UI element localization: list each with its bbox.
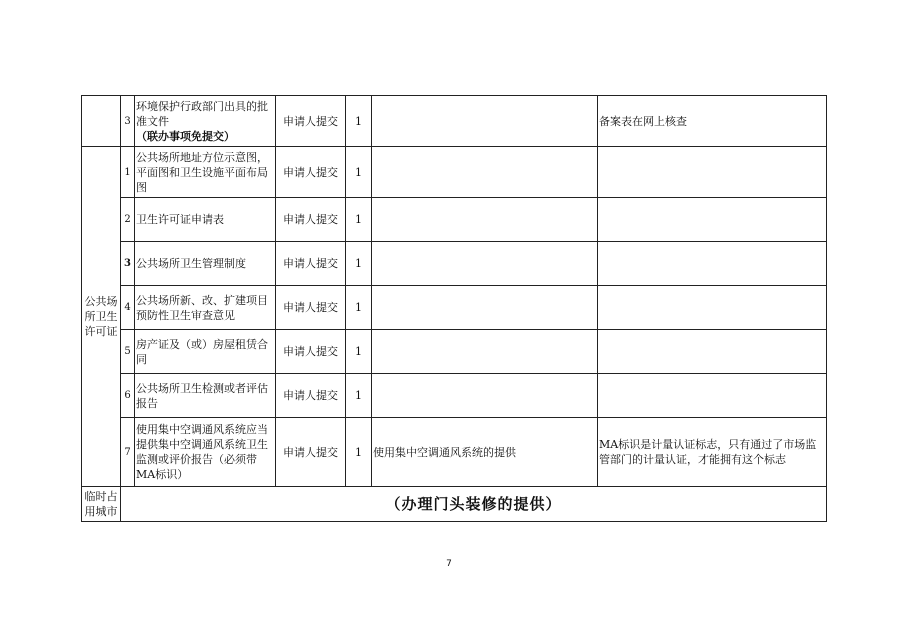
remark-cell (598, 374, 827, 418)
category-cell: 公共场所卫生许可证 (82, 147, 121, 487)
material-name: 公共场所卫生检测或者评估报告 (135, 374, 276, 418)
requirement-cell (372, 147, 598, 198)
copy-count: 1 (346, 96, 372, 147)
remark-cell: MA标识是计量认证标志，只有通过了市场监管部门的计量认证，才能拥有这个标志 (598, 418, 827, 487)
material-name: 环境保护行政部门出具的批准文件 (136, 99, 268, 128)
item-number: 7 (121, 418, 135, 487)
table-row (82, 487, 827, 522)
category-cell-empty (82, 96, 121, 147)
requirement-cell (372, 330, 598, 374)
table-row (82, 198, 827, 242)
table-row (82, 147, 827, 198)
table-row (82, 374, 827, 418)
remark-cell (598, 198, 827, 242)
submit-type: 申请人提交 (276, 147, 346, 198)
table-row (82, 96, 827, 147)
copy-count: 1 (346, 147, 372, 198)
item-number: 1 (121, 147, 135, 198)
requirement-cell (372, 96, 598, 147)
requirement-cell (372, 286, 598, 330)
submit-type: 申请人提交 (276, 242, 346, 286)
submit-type: 申请人提交 (276, 330, 346, 374)
remark-cell: 备案表在网上核查 (598, 96, 827, 147)
item-number: 4 (121, 286, 135, 330)
category-cell: 临时占用城市 (82, 487, 121, 522)
material-note: （联办事项免提交） (136, 129, 235, 143)
item-number: 3 (121, 242, 135, 286)
requirement-cell: 使用集中空调通风系统的提供 (372, 418, 598, 487)
page-number: 7 (446, 559, 452, 569)
copy-count: 1 (346, 418, 372, 487)
submit-type: 申请人提交 (276, 96, 346, 147)
submit-type: 申请人提交 (276, 418, 346, 487)
item-number: 6 (121, 374, 135, 418)
requirement-cell (372, 374, 598, 418)
remark-cell (598, 147, 827, 198)
submit-type: 申请人提交 (276, 286, 346, 330)
section-banner: （办理门头装修的提供） (121, 487, 827, 522)
copy-count: 1 (346, 286, 372, 330)
copy-count: 1 (346, 198, 372, 242)
copy-count: 1 (346, 242, 372, 286)
material-name: 公共场所卫生管理制度 (135, 242, 276, 286)
copy-count: 1 (346, 374, 372, 418)
table-row (82, 286, 827, 330)
remark-cell (598, 330, 827, 374)
item-number: 2 (121, 198, 135, 242)
submit-type: 申请人提交 (276, 374, 346, 418)
material-name: 使用集中空调通风系统应当提供集中空调通风系统卫生监测或评价报告（必须带MA标识） (135, 418, 276, 487)
table-row (82, 242, 827, 286)
requirement-cell (372, 198, 598, 242)
copy-count: 1 (346, 330, 372, 374)
table-row (82, 418, 827, 487)
item-number: 5 (121, 330, 135, 374)
requirement-cell (372, 242, 598, 286)
remark-cell (598, 242, 827, 286)
material-cell (135, 96, 276, 147)
remark-cell (598, 286, 827, 330)
material-name: 房产证及（或）房屋租赁合同 (135, 330, 276, 374)
material-name: 公共场所地址方位示意图，平面图和卫生设施平面布局图 (135, 147, 276, 198)
table-row (82, 330, 827, 374)
material-name: 公共场所新、改、扩建项目预防性卫生审查意见 (135, 286, 276, 330)
material-name: 卫生许可证申请表 (135, 198, 276, 242)
materials-table (81, 95, 827, 522)
item-number: 3 (121, 96, 135, 147)
submit-type: 申请人提交 (276, 198, 346, 242)
